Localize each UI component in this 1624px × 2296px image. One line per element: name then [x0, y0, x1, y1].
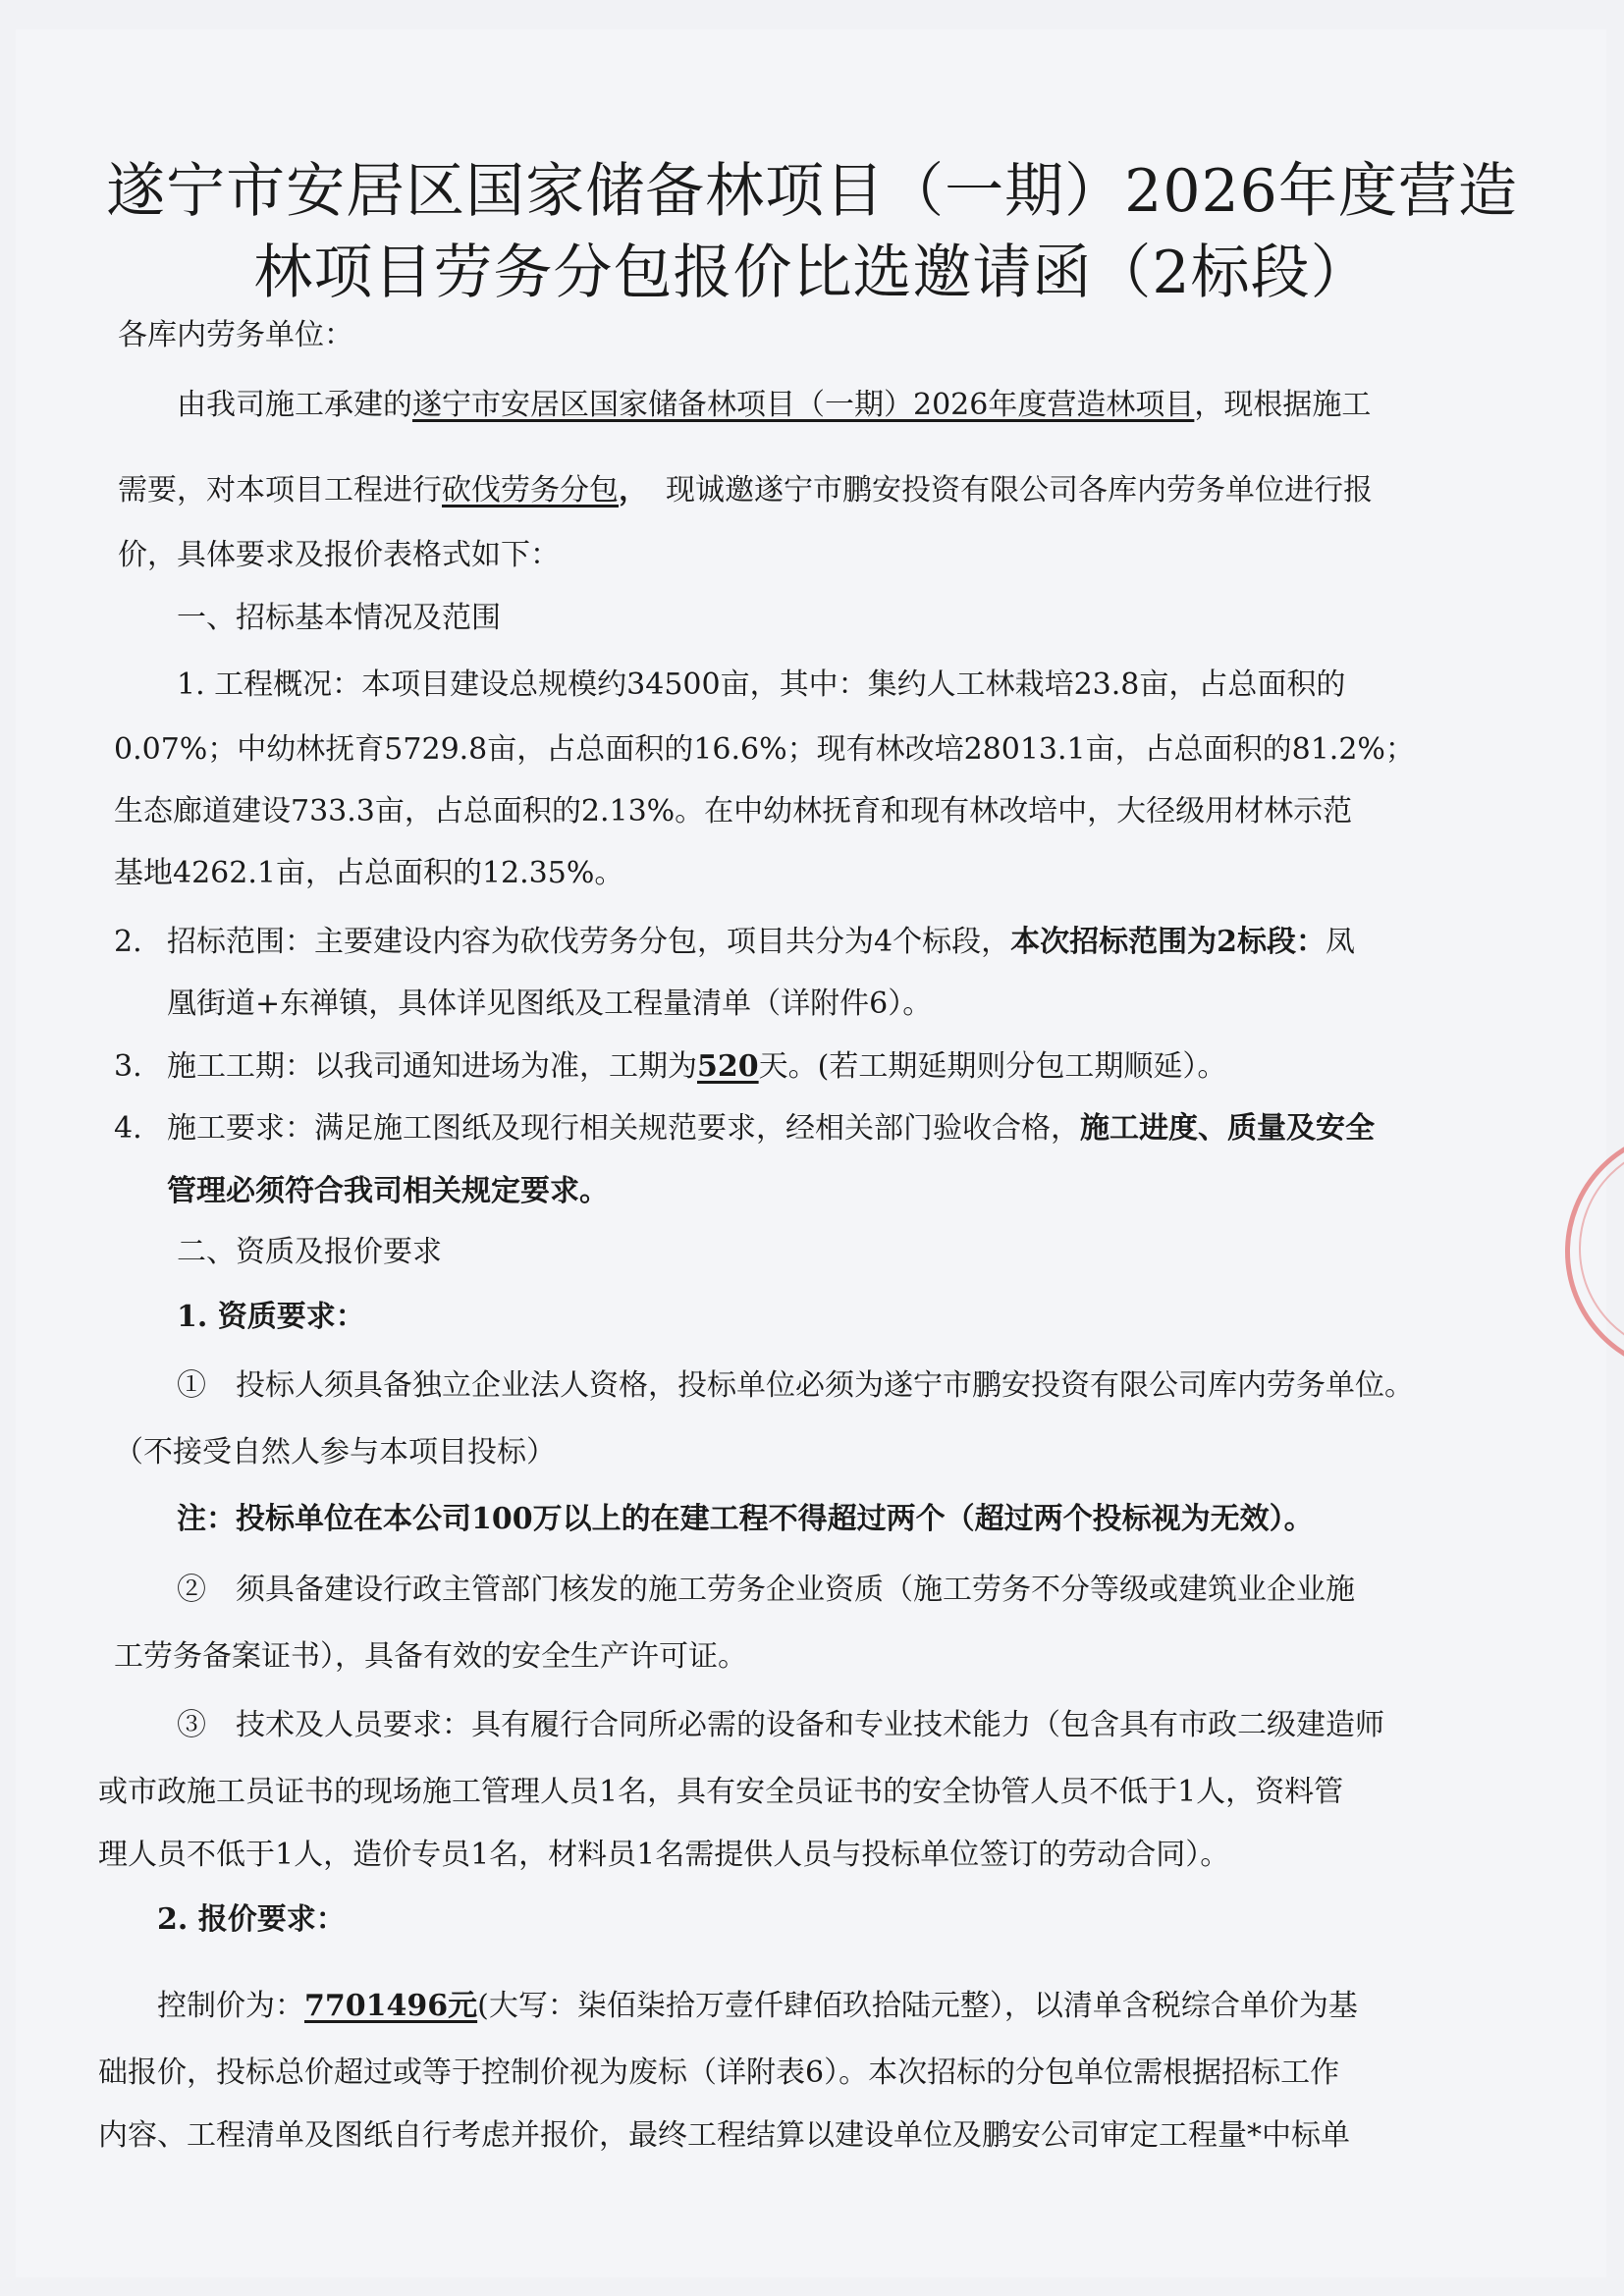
item1-line1: 1. 工程概况：本项目建设总规模约34500亩，其中：集约人工林栽培23.8亩，占总面积的: [177, 667, 1346, 702]
intro-line2: 需要，对本项目工程进行砍伐劳务分包， 现诚邀遂宁市鹏安投资有限公司各库内劳务单位进行报: [118, 473, 1373, 507]
seal-stamp-partial: [1565, 1129, 1624, 1374]
document-title-line2: 林项目劳务分包报价比选邀请函（2标段）: [253, 239, 1371, 307]
item1-line4: 基地4262.1亩，占总面积的12.35%。: [114, 856, 624, 890]
control-price: 7701496元: [304, 1989, 478, 2023]
item3-line: 施工工期：以我司通知进场为准，工期为520天。(若工期延期则分包工期顺延）。: [167, 1049, 1227, 1084]
section1-heading: 一、招标基本情况及范围: [177, 601, 501, 635]
section2-heading: 二、资质及报价要求: [177, 1235, 442, 1269]
salutation: 各库内劳务单位：: [118, 318, 353, 352]
note-line: 注：投标单位在本公司100万以上的在建工程不得超过两个（超过两个投标视为无效）。: [177, 1502, 1314, 1536]
qualification3-line3: 理人员不低于1人，造价专员1名，材料员1名需提供人员与投标单位签订的劳动合同）。: [98, 1838, 1230, 1872]
item2-line2: 凰街道+东禅镇，具体详见图纸及工程量清单（详附件6）。: [167, 987, 933, 1021]
price-heading: 2. 报价要求：: [157, 1902, 346, 1937]
project-name: 遂宁市安居区国家储备林项目（一期）2026年度营造林项目: [412, 388, 1195, 422]
document-title-line1: 遂宁市安居区国家储备林项目（一期）2026年度营造: [106, 157, 1518, 226]
document-page: [16, 29, 1606, 2277]
qualification2-line2: 工劳务备案证书），具备有效的安全生产许可证。: [114, 1639, 747, 1674]
qualification1-line1: ① 投标人须具备独立企业法人资格，投标单位必须为遂宁市鹏安投资有限公司库内劳务单位。: [177, 1368, 1414, 1403]
duration-days: 520: [697, 1049, 759, 1084]
qualification1-line2: （不接受自然人参与本项目投标）: [114, 1435, 556, 1469]
item1-line3: 生态廊道建设733.3亩，占总面积的2.13%。在中幼林抚育和现有林改培中，大径级用材林示范: [114, 794, 1353, 828]
qualification2-line1: ② 须具备建设行政主管部门核发的施工劳务企业资质（施工劳务不分等级或建筑业企业施: [177, 1573, 1355, 1607]
item3-number: 3.: [114, 1049, 142, 1084]
item1-line2: 0.07%；中幼林抚育5729.8亩，占总面积的16.6%；现有林改培28013.1亩，占总面积的81.2%；: [114, 732, 1415, 767]
price-line1: 控制价为：7701496元(大写：柒佰柒拾万壹仟肆佰玖拾陆元整），以清单含税综合单价为基: [157, 1989, 1358, 2023]
item4-line1: 施工要求：满足施工图纸及现行相关规范要求，经相关部门验收合格，施工进度、质量及安全: [167, 1111, 1375, 1146]
price-line2: 础报价，投标总价超过或等于控制价视为废标（详附表6）。本次招标的分包单位需根据招标工作: [98, 2056, 1340, 2090]
item2-number: 2.: [114, 925, 142, 959]
item4-number: 4.: [114, 1111, 142, 1146]
qualification3-line1: ③ 技术及人员要求：具有履行合同所必需的设备和专业技术能力（包含具有市政二级建造师: [177, 1708, 1384, 1742]
scope-name: 砍伐劳务分包: [442, 473, 619, 507]
intro-line3: 价，具体要求及报价表格式如下：: [118, 538, 560, 572]
price-line3: 内容、工程清单及图纸自行考虑并报价，最终工程结算以建设单位及鹏安公司审定工程量*中标单: [98, 2118, 1350, 2153]
item4-line2: 管理必须符合我司相关规定要求。: [167, 1174, 609, 1208]
qualification3-line2: 或市政施工员证书的现场施工管理人员1名，具有安全员证书的安全协管人员不低于1人，资料管: [98, 1775, 1344, 1809]
item2-line1: 招标范围：主要建设内容为砍伐劳务分包，项目共分为4个标段，本次招标范围为2标段：凤: [167, 925, 1355, 959]
intro-line1: 由我司施工承建的遂宁市安居区国家储备林项目（一期）2026年度营造林项目，现根据施工: [177, 388, 1372, 422]
qualification-heading: 1. 资质要求：: [177, 1300, 365, 1334]
